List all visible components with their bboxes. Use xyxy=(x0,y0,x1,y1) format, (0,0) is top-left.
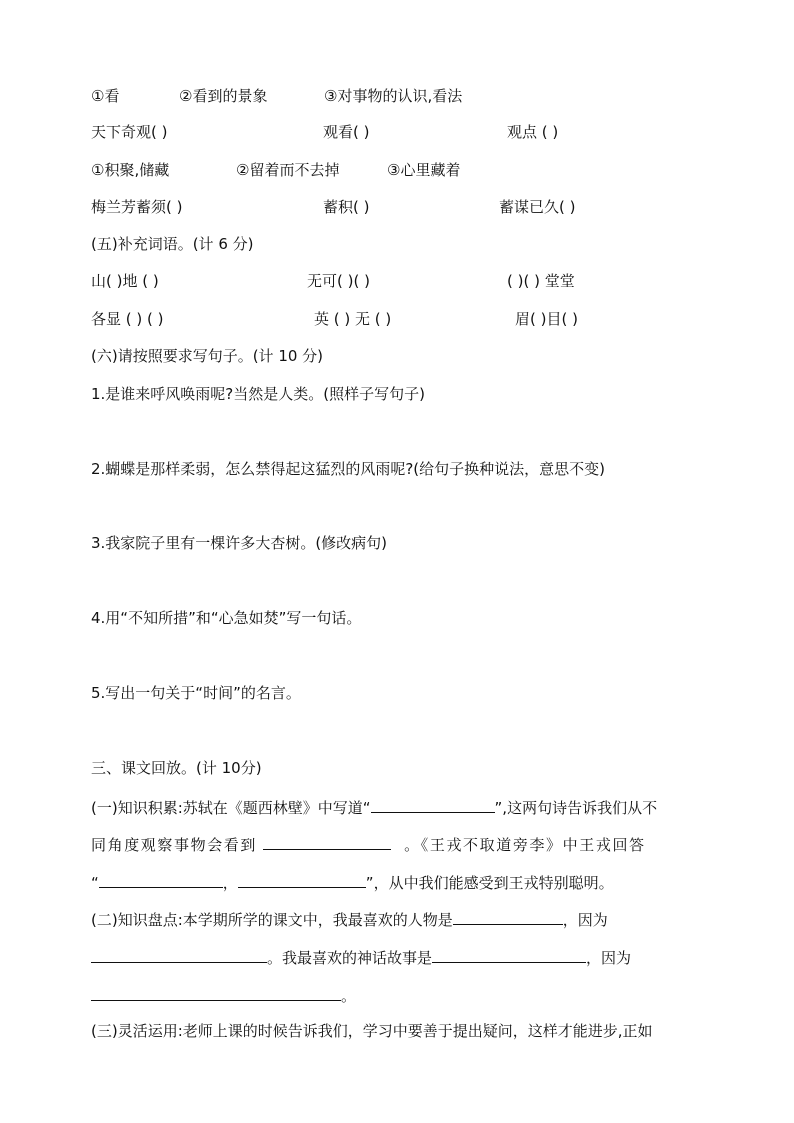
yun-meaning-2: ②留着而不去掉 xyxy=(236,161,340,179)
knowledge-inventory-text-4: ，因为 xyxy=(586,949,632,967)
wangrong-answer-blank-2[interactable] xyxy=(238,871,366,888)
idiom-blank-6: 眉( )目( ) xyxy=(515,310,578,328)
yun-meaning-3: ③心里藏着 xyxy=(387,161,461,179)
knowledge-accumulation-text-5: ”，从中我们能感受到王戎特别聪明。 xyxy=(365,874,614,892)
knowledge-inventory-text-3: 。我最喜欢的神话故事是 xyxy=(267,949,433,967)
yun-word-3: 蓄谋已久( ) xyxy=(499,198,576,216)
knowledge-accumulation-line-1 xyxy=(91,796,657,818)
character-reason-blank[interactable] xyxy=(91,946,267,963)
knowledge-inventory-text-1: (二)知识盘点:本学期所学的课文中，我最喜欢的人物是 xyxy=(91,911,453,929)
open-quote: “ xyxy=(91,874,99,892)
yun-word-1: 梅兰芳蓄须( ) xyxy=(91,198,183,216)
idiom-blank-3: ( )( ) 堂堂 xyxy=(507,272,575,290)
guan-meaning-2: ②看到的景象 xyxy=(179,87,268,105)
sentence-question-1: 1.是谁来呼风唤雨呢?当然是人类。(照样子写句子) xyxy=(91,385,425,403)
period: 。 xyxy=(341,987,357,1005)
myth-reason-blank[interactable] xyxy=(91,984,341,1001)
knowledge-inventory-line-3 xyxy=(91,984,356,1006)
guan-meaning-1: ①看 xyxy=(91,87,120,105)
poem-answer-blank[interactable] xyxy=(371,796,495,813)
yun-meaning-1: ①积聚,储藏 xyxy=(91,161,170,179)
knowledge-inventory-line-1 xyxy=(91,908,608,930)
guan-meaning-3: ③对事物的认识,看法 xyxy=(324,87,463,105)
idiom-blank-4: 各显 ( ) ( ) xyxy=(91,310,164,328)
knowledge-accumulation-text-1: (一)知识积累:苏轼在《题西林壁》中写道“ xyxy=(91,799,371,817)
knowledge-inventory-text-2: ，因为 xyxy=(562,911,608,929)
observation-answer-blank[interactable] xyxy=(263,833,391,850)
section6-title: (六)请按照要求写句子。(计 10 分) xyxy=(91,347,324,365)
section5-title: (五)补充词语。(计 6 分) xyxy=(91,235,254,253)
sentence-question-4: 4.用“不知所措”和“心急如焚”写一句话。 xyxy=(91,609,362,627)
knowledge-accumulation-text-4: 。《王戎不取道旁李》中王戎回答 xyxy=(404,836,646,854)
knowledge-accumulation-text-2: ”,这两句诗告诉我们从不 xyxy=(494,799,658,817)
knowledge-accumulation-line-3 xyxy=(91,871,614,893)
flexible-use-line: (三)灵活运用:老师上课的时候告诉我们，学习中要善于提出疑问，这样才能进步,正如 xyxy=(91,1022,653,1040)
wangrong-answer-blank-1[interactable] xyxy=(99,871,223,888)
guan-word-1: 天下奇观( ) xyxy=(91,123,168,141)
favorite-myth-blank[interactable] xyxy=(432,946,586,963)
idiom-blank-5: 英 ( ) 无 ( ) xyxy=(314,310,392,328)
knowledge-inventory-line-2 xyxy=(91,946,631,968)
idiom-blank-2: 无可( )( ) xyxy=(307,272,370,290)
comma: ， xyxy=(222,874,238,892)
section-three-title: 三、课文回放。(计 10分) xyxy=(91,759,262,777)
knowledge-accumulation-text-3: 同角度观察事物会看到 xyxy=(91,836,258,854)
sentence-question-2: 2.蝴蝶是那样柔弱，怎么禁得起这猛烈的风雨呢?(给句子换种说法，意思不变) xyxy=(91,460,605,478)
guan-word-3: 观点 ( ) xyxy=(507,123,559,141)
idiom-blank-1: 山( )地 ( ) xyxy=(91,272,159,290)
favorite-character-blank[interactable] xyxy=(453,908,563,925)
sentence-question-5: 5.写出一句关于“时间”的名言。 xyxy=(91,684,301,702)
sentence-question-3: 3.我家院子里有一棵许多大杏树。(修改病句) xyxy=(91,534,388,552)
yun-word-2: 蓄积( ) xyxy=(323,198,370,216)
knowledge-accumulation-line-2 xyxy=(91,833,646,855)
guan-word-2: 观看( ) xyxy=(323,123,370,141)
